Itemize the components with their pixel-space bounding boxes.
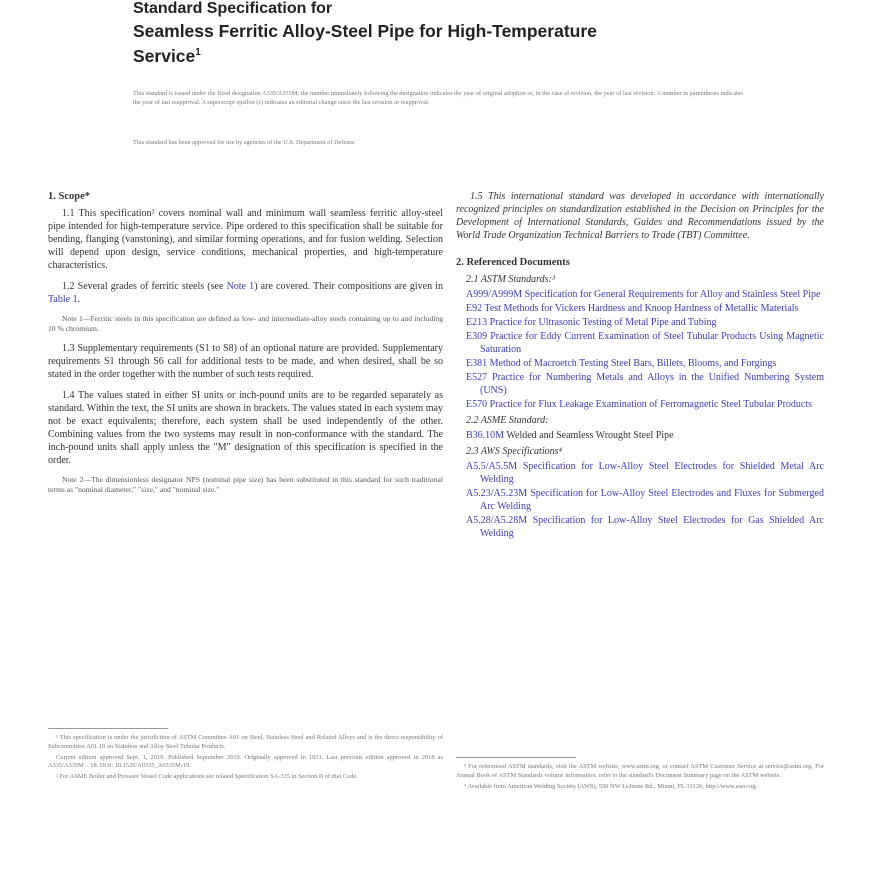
note-2: Note 2—The dimensionless designator NPS (nominal pipe size) has been substituted in this standard for such traditional terms as "nominal diameter," "size," and "nominal size." (48, 475, 443, 494)
reference-item[interactable] (456, 302, 824, 315)
table-1-link[interactable]: Table 1 (48, 294, 78, 305)
reference-code[interactable]: A5.23/A5.23M (466, 488, 528, 499)
section-1-heading: 1. Scope* (48, 191, 90, 202)
asme-standard-label: 2.2 ASME Standard: (466, 415, 549, 426)
reference-code[interactable]: E570 (466, 399, 488, 410)
para-1-4: 1.4 The values stated in either SI units or inch-pound units are to be regarded separately as standard. Within the text, the SI units are shown in brackets. The values stated in each system may not be exact equivalents; therefore, each system shall be used independently of the other. Combining values from the two systems may result in non-conformance with the standard. The inch-pound units shall apply unless the "M" designation of this specification is specified in the order. (48, 390, 443, 466)
reference-title[interactable]: Method of Macroetch Testing Steel Bars, Billets, Blooms, and Forgings (487, 358, 777, 369)
reference-title[interactable]: Practice for Eddy Current Examination of Steel Tubular Products Using Magnetic Saturation (480, 331, 824, 355)
reference-item[interactable] (456, 316, 824, 329)
footnote-1-edition: Current edition approved Sept. 1, 2019. Published September 2019. Originally approved in 1951. Last previous edition approved in 2018 as A335/A335M – 18. DOI: 10.1520/A0335_A0335M-19. (48, 753, 443, 770)
footnote-rule-right (456, 757, 576, 758)
astm-standards-label: 2.1 ASTM Standards:³ (466, 274, 555, 285)
issuance-note: This standard is issued under the fixed designation A335/A335M; the number immediately following the designation indicates the year of original adoption or, in the case of revision, the year of last revision. A number in parentheses indicates the year of last reapproval. A superscript epsilon (ε) indicates an editorial change since the last revision or reapproval. (133, 90, 743, 106)
note-1: Note 1—Ferritic steels in this specification are defined as low- and intermediate-alloy steels containing up to and including 10 % chromium. (48, 314, 443, 333)
reference-item[interactable] (456, 429, 824, 442)
reference-title[interactable]: Specification for General Requirements for Alloy and Stainless Steel Pipe (522, 289, 821, 300)
footnote-3: ³ For referenced ASTM standards, visit the ASTM website, www.astm.org, or contact ASTM Customer Service at service@astm.org. For Annual Book of ASTM Standards volume information, refer to the standard's Document Summary page on the ASTM website. (456, 763, 824, 779)
reference-item[interactable] (456, 460, 824, 486)
title-line-2: Seamless Ferritic Alloy-Steel Pipe for High-Temperature (133, 21, 597, 41)
reference-code[interactable]: E213 (466, 317, 488, 328)
title-block (133, 0, 753, 67)
right-column (456, 190, 824, 541)
footnote-rule-left (48, 728, 168, 729)
reference-title[interactable]: Specification for Low-Alloy Steel Electrodes and Fluxes for Submerged Arc Welding (480, 488, 824, 512)
aws-reference-list (456, 460, 824, 540)
reference-item[interactable] (456, 357, 824, 370)
reference-item[interactable] (456, 288, 824, 301)
reference-title: Welded and Seamless Wrought Steel Pipe (504, 430, 674, 441)
reference-title[interactable]: Practice for Flux Leakage Examination of Ferromagnetic Steel Tubular Products (487, 399, 813, 410)
aws-specifications-label: 2.3 AWS Specifications⁴ (466, 446, 562, 457)
para-1-5: 1.5 This international standard was developed in accordance with internationally recognized principles on standardization established in the Decision on Principles for the Development of International Standards, Guides and Recommendations issued by the World Trade Organization Technical Barriers to Trade (TBT) Committee. (456, 191, 824, 241)
para-1-2-text-c: . (77, 294, 81, 305)
reference-item[interactable] (456, 487, 824, 513)
reference-item[interactable] (456, 371, 824, 397)
reference-title[interactable]: Specification for Low-Alloy Steel Electrodes for Shielded Metal Arc Welding (480, 461, 824, 485)
astm-reference-list (456, 288, 824, 411)
reference-code[interactable]: E309 (466, 331, 488, 342)
reference-code[interactable]: A5.5/A5.5M (466, 461, 518, 472)
footnotes-left (48, 734, 443, 784)
reference-item[interactable] (456, 514, 824, 540)
approval-note: This standard has been approved for use by agencies of the U.S. Department of Defense. (133, 139, 357, 146)
para-1-3: 1.3 Supplementary requirements (S1 to S8) of an optional nature are provided. Supplementary requirements S1 through S6 call for additional tests to be made, and when desired, shall be so stated in the order together with the number of such tests required. (48, 343, 443, 380)
para-1-1: 1.1 This specification² covers nominal wall and minimum wall seamless ferritic alloy-steel pipe intended for high-temperature service. Pipe ordered to this specification shall be suitable for bending, flanging (vanstoning), and similar forming operations, and for fusion welding. Selection will depend upon design, service conditions, mechanical properties, and high-temperature characteristics. (48, 208, 443, 271)
footnote-1: ¹ This specification is under the jurisdiction of ASTM Committee A01 on Steel, Stainless Steel and Related Alloys and is the direct responsibility of Subcommittee A01.10 on Stainless and Alloy Steel Tubular Products. (48, 734, 443, 750)
reference-title[interactable]: Practice for Ultrasonic Testing of Metal Pipe and Tubing (487, 317, 717, 328)
title-line-1: Standard Specification for (133, 0, 333, 17)
reference-code[interactable]: A999/A999M (466, 289, 523, 300)
reference-code[interactable]: B36.10M (466, 430, 505, 441)
reference-code[interactable]: A5.28/A5.28M (466, 515, 528, 526)
para-1-2 (48, 280, 443, 306)
reference-title[interactable]: Test Methods for Vickers Hardness and Knoop Hardness of Metallic Materials (482, 303, 799, 314)
title-footnote-mark: 1 (195, 47, 201, 58)
para-1-2-text-a: 1.2 Several grades of ferritic steels (see (62, 281, 224, 292)
reference-code[interactable]: E381 (466, 358, 488, 369)
reference-code[interactable]: E527 (466, 372, 488, 383)
footnote-2: ² For ASME Boiler and Pressure Vessel Code applications see related Specification SA-335 in Section II of that Code. (56, 773, 358, 781)
reference-code[interactable]: E92 (466, 303, 483, 314)
footnotes-right (456, 763, 824, 793)
left-column (48, 190, 443, 503)
reference-title[interactable]: Practice for Numbering Metals and Alloys in the Unified Numbering System (UNS) (480, 372, 824, 396)
section-2-heading: 2. Referenced Documents (456, 257, 570, 268)
asme-reference-list (456, 429, 824, 442)
title-line-3: Service (133, 45, 196, 66)
note-1-link[interactable]: Note 1 (226, 281, 255, 292)
reference-item[interactable] (456, 330, 824, 356)
reference-title[interactable]: Specification for Low-Alloy Steel Electrodes for Gas Shielded Arc Welding (480, 515, 824, 539)
footnote-4: ⁴ Available from American Welding Society (AWS), 550 NW LeJeune Rd., Miami, FL 33126, http://www.aws.org. (464, 782, 758, 790)
document-title (133, 21, 753, 67)
para-1-2-text-b: ) are covered. Their compositions are given in (254, 281, 444, 292)
reference-item[interactable] (456, 398, 824, 411)
